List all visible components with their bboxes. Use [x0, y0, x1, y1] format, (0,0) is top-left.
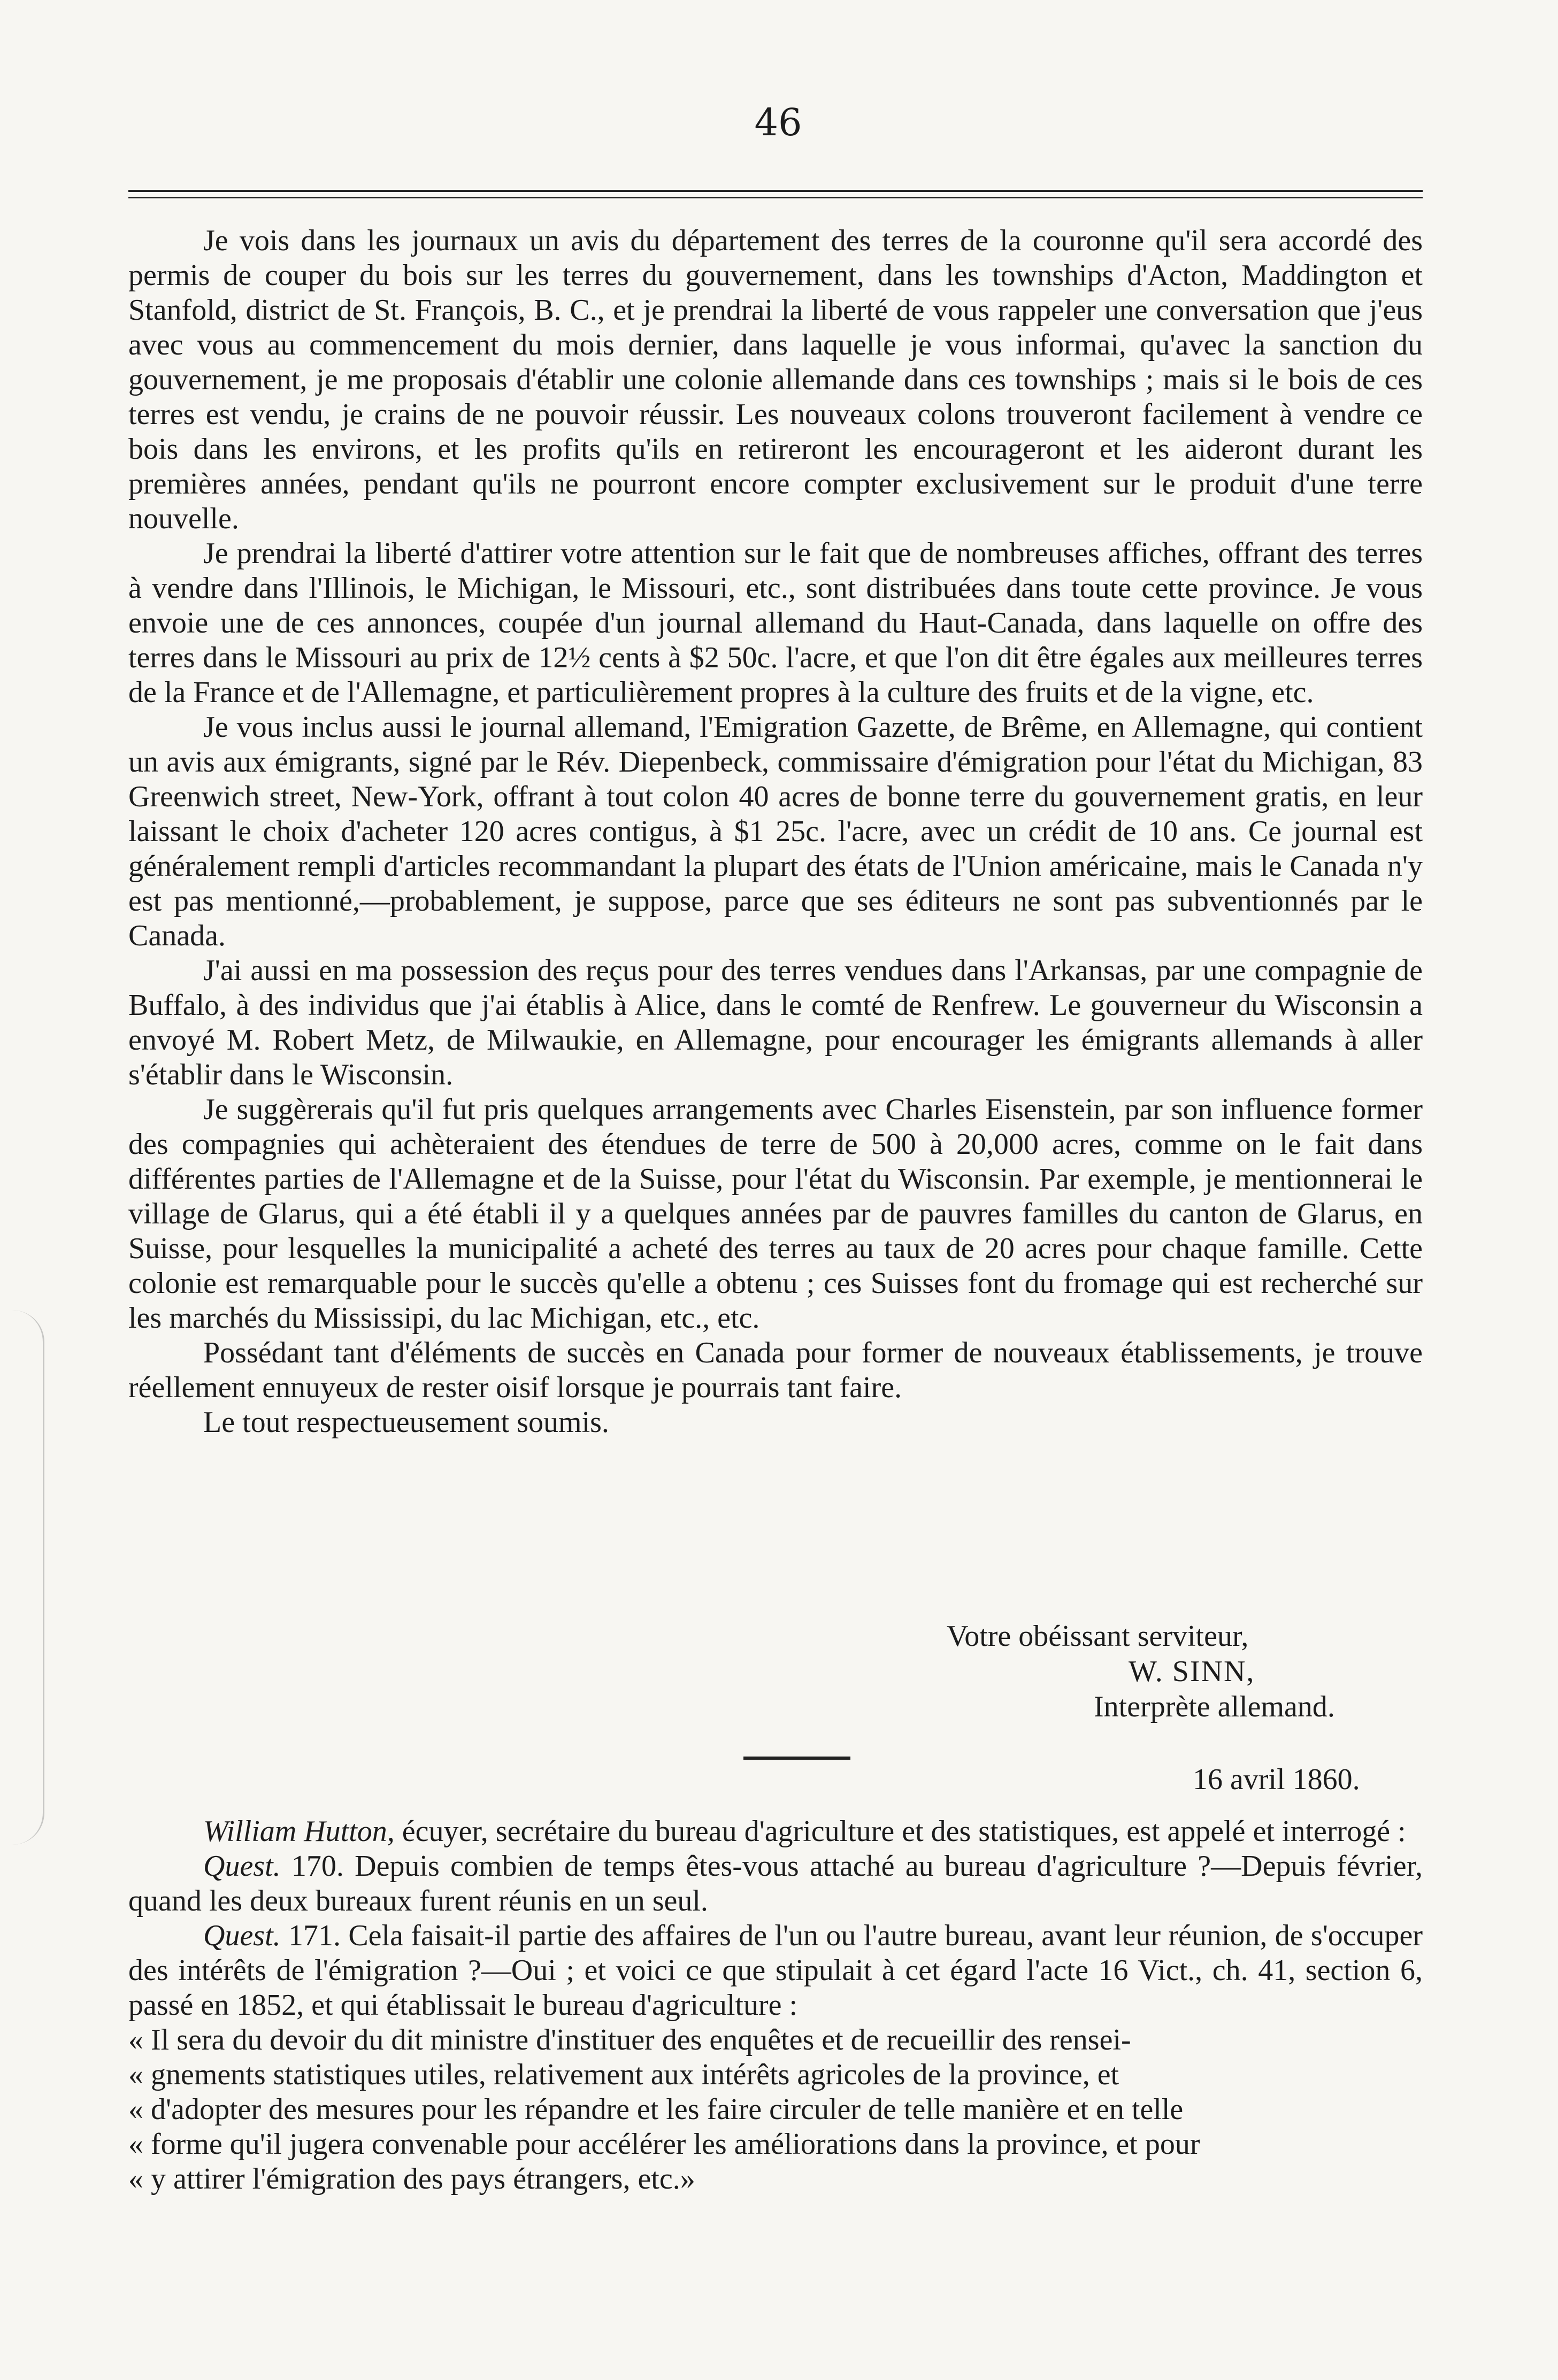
paragraph: Possédant tant d'éléments de succès en Canada pour former de nouveaux établissements, je trouve réellement ennuyeux de rester oisif lorsque je pourrais tant faire. — [128, 1336, 1423, 1404]
question-text: 170. Depuis combien de temps êtes-vous attaché au bureau d'agriculture ?—Depuis février, quand les deux bureaux furent réunis en un seul. — [128, 1850, 1423, 1917]
witness-intro — [128, 1814, 1423, 1849]
letter-body — [128, 224, 1423, 1440]
quote-line: « y attirer l'émigration des pays étrangers, etc.» — [128, 2162, 695, 2196]
question-label: Quest. — [203, 1919, 281, 1952]
paragraph: J'ai aussi en ma possession des reçus pour des terres vendues dans l'Arkansas, par une compagnie de Buffalo, à des individus que j'ai établis à Alice, dans le comté de Renfrew. Le gouverneur du Wisconsin a envoyé M. Robert Metz, de Milwaukie, en Allemagne, pour encourager les émigrants allemands à aller s'établir dans le Wisconsin. — [128, 954, 1423, 1091]
paragraph: Je suggèrerais qu'il fut pris quelques arrangements avec Charles Eisenstein, par son influence former des compagnies qui achèteraient des étendues de terre de 500 à 20,000 acres, comme on le fait dans différentes parties de l'Allemagne et de la Suisse, pour l'état du Wisconsin. Par exemple, je mentionnerai le village de Glarus, qui a été établi il y a quelques années par de pauvres familles du canton de Glarus, en Suisse, pour lesquelles la municipalité a acheté des terres au taux de 20 acres pour chaque famille. Cette colonie est remarquable pour le succès qu'elle a obtenu ; ces Suisses font du fromage qui est recherché sur les marchés du Mississipi, du lac Michigan, etc., etc. — [128, 1093, 1423, 1335]
signature-closing: Votre obéissant serviteur, — [947, 1620, 1249, 1653]
session-date: 16 avril 1860. — [1193, 1763, 1360, 1796]
quote-line: « d'adopter des mesures pour les répandre et les faire circuler de telle manière et en telle — [128, 2093, 1184, 2126]
paragraph: Je prendrai la liberté d'attirer votre attention sur le fait que de nombreuses affiches, offrant des terres à vendre dans l'Illinois, le Michigan, le Missouri, etc., sont distribuées dans toute cette province. Je vous envoie une de ces annonces, coupée d'un journal allemand du Haut-Canada, dans laquelle on offre des terres dans le Missouri au prix de 12½ cents à $2 50c. l'acre, et que l'on dit être égales aux meilleures terres de la France et de l'Allemagne, et particulièrement propres à la culture des fruits et de la vigne, etc. — [128, 537, 1423, 709]
question-text: 171. Cela faisait-il partie des affaires de l'un ou l'autre bureau, avant leur réunion, de s'occuper des intérêts de l'émigration ?—Oui ; et voici ce que stipulait à cet égard l'acte 16 Vict., ch. 41, section 6, passé en 1852, et qui établissait le bureau d'agriculture : — [128, 1919, 1423, 2022]
witness-name: William Hutton, — [203, 1815, 395, 1848]
question-label: Quest. — [203, 1850, 281, 1883]
signature-name: W. SINN, — [1129, 1655, 1255, 1688]
quote-line: « gnements statistiques utiles, relativement aux intérêts agricoles de la province, et — [128, 2058, 1119, 2091]
question-171 — [128, 1919, 1423, 2023]
page-number: 46 — [754, 101, 802, 144]
quote-line: « Il sera du devoir du dit ministre d'instituer des enquêtes et de recueillir des rensei- — [128, 2023, 1131, 2056]
quote-line: « forme qu'il jugera convenable pour accélérer les améliorations dans la province, et pour — [128, 2128, 1200, 2161]
header-rule — [128, 190, 1423, 192]
margin-bracket-mark — [0, 1310, 44, 1845]
signature-title: Interprète allemand. — [1094, 1690, 1335, 1723]
testimony-body — [128, 1814, 1423, 2197]
witness-intro-text: écuyer, secrétaire du bureau d'agriculture et des statistiques, est appelé et interrogé : — [394, 1815, 1406, 1848]
paragraph: Je vois dans les journaux un avis du département des terres de la couronne qu'il sera accordé des permis de couper du bois sur les terres du gouvernement, dans les townships d'Acton, Maddington et Stanfold, district de St. François, B. C., et je prendrai la liberté de vous rappeler une conversation que j'eus avec vous au commencement du mois dernier, dans laquelle je vous informai, qu'avec la sanction du gouvernement, je me proposais d'établir une colonie allemande dans ces townships ; mais si le bois de ces terres est vendu, je crains de ne pouvoir réussir. Les nouveaux colons trouveront facilement à vendre ce bois dans les environs, et les profits qu'ils en retireront les encourageront et les aideront durant les premières années, pendant qu'ils ne pourront encore compter exclusivement sur le produit d'une terre nouvelle. — [128, 224, 1423, 535]
section-divider — [743, 1757, 850, 1760]
paragraph: Le tout respectueusement soumis. — [203, 1406, 609, 1439]
paragraph: Je vous inclus aussi le journal allemand, l'Emigration Gazette, de Brême, en Allemagne, qui contient un avis aux émigrants, signé par le Rév. Diepenbeck, commissaire d'émigration pour l'état du Michigan, 83 Greenwich street, New-York, offrant à tout colon 40 acres de bonne terre du gouvernement gratis, en leur laissant le choix d'acheter 120 acres contigus, à $1 25c. l'acre, avec un crédit de 10 ans. Ce journal est généralement rempli d'articles recommandant la plupart des états de l'Union américaine, mais le Canada n'y est pas mentionné,—probablement, je suppose, parce que ses éditeurs ne sont pas subventionnés par le Canada. — [128, 711, 1423, 952]
question-170 — [128, 1849, 1423, 1919]
header-rule-thin — [128, 197, 1423, 198]
